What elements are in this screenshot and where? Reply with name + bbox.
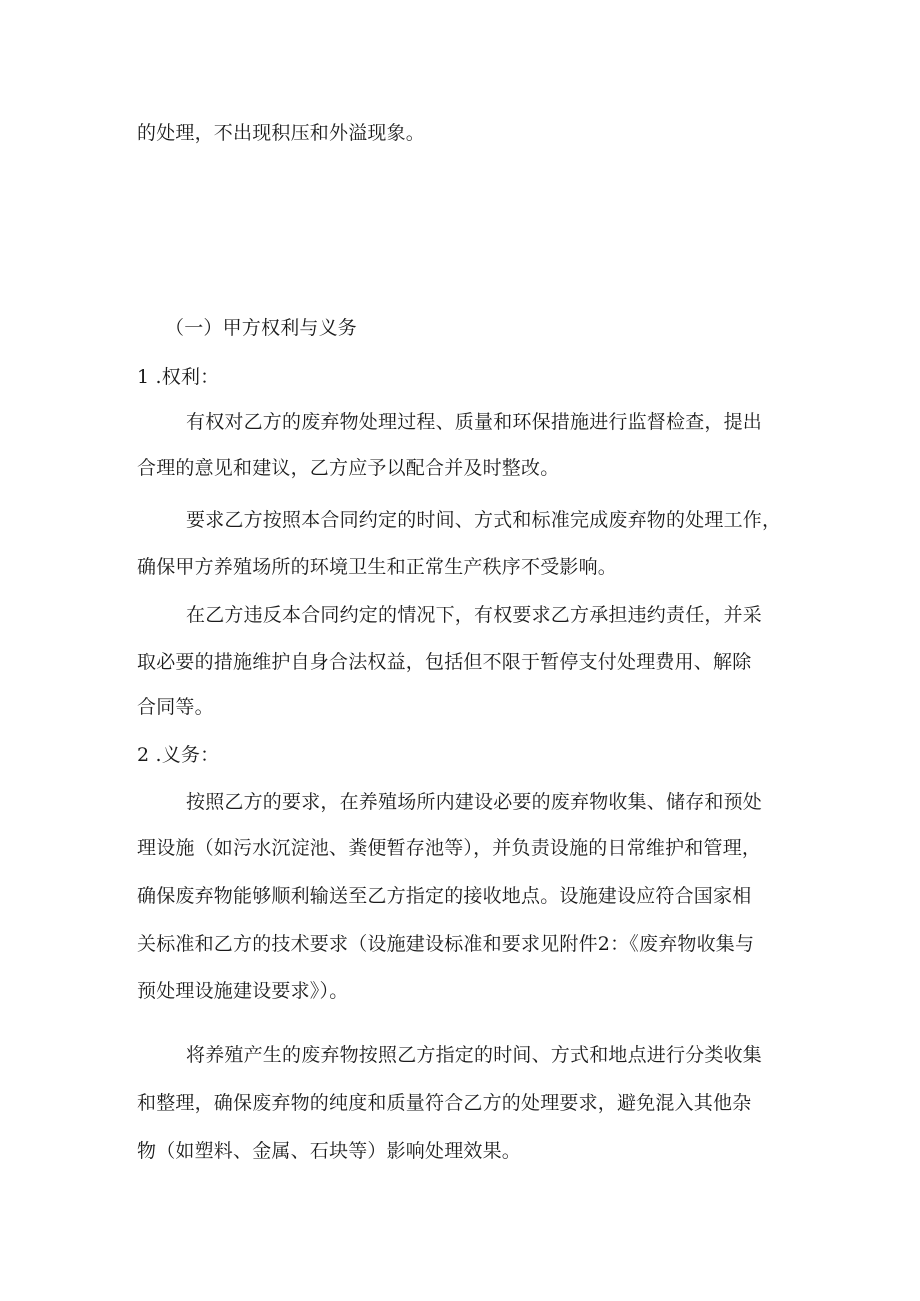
text-line: 在乙方违反本合同约定的情况下，有权要求乙方承担违约责任，并采 <box>186 604 763 626</box>
text-line: 将养殖产生的废弃物按照乙方指定的时间、方式和地点进行分类收集 <box>186 1044 763 1066</box>
text-line: 物（如塑料、金属、石块等）影响处理效果。 <box>137 1140 522 1162</box>
text-line: 有权对乙方的废弃物处理过程、质量和环保措施进行监督检查，提出 <box>186 411 763 433</box>
text-line: 的处理，不出现积压和外溢现象。 <box>137 122 426 144</box>
text-line: 要求乙方按照本合同约定的时间、方式和标准完成废弃物的处理工作， <box>186 509 782 531</box>
text-line: 取必要的措施维护自身合法权益，包括但不限于暂停支付处理费用、解除 <box>137 651 752 673</box>
text-line: 关标准和乙方的技术要求（设施建设标准和要求见附件2：《废弃物收集与 <box>137 933 755 955</box>
text-line: 合同等。 <box>137 696 214 718</box>
text-line: 和整理，确保废弃物的纯度和质量符合乙方的处理要求，避免混入其他杂 <box>137 1092 752 1114</box>
section-heading: （一）甲方权利与义务 <box>165 317 358 339</box>
text-line: 确保甲方养殖场所的环境卫生和正常生产秩序不受影响。 <box>137 556 618 578</box>
text-line: 确保废弃物能够顺利输送至乙方指定的接收地点。设施建设应符合国家相 <box>137 885 752 907</box>
text-line: 按照乙方的要求，在养殖场所内建设必要的废弃物收集、储存和预处 <box>186 791 763 813</box>
subheading-rights: 1 .权利： <box>137 366 220 388</box>
text-line: 预处理设施建设要求》）。 <box>137 980 349 1002</box>
text-line: 理设施（如污水沉淀池、粪便暂存池等），并负责设施的日常维护和管理， <box>137 837 762 859</box>
subheading-obligations: 2 .义务： <box>137 744 220 766</box>
text-line: 合理的意见和建议，乙方应予以配合并及时整改。 <box>137 457 560 479</box>
